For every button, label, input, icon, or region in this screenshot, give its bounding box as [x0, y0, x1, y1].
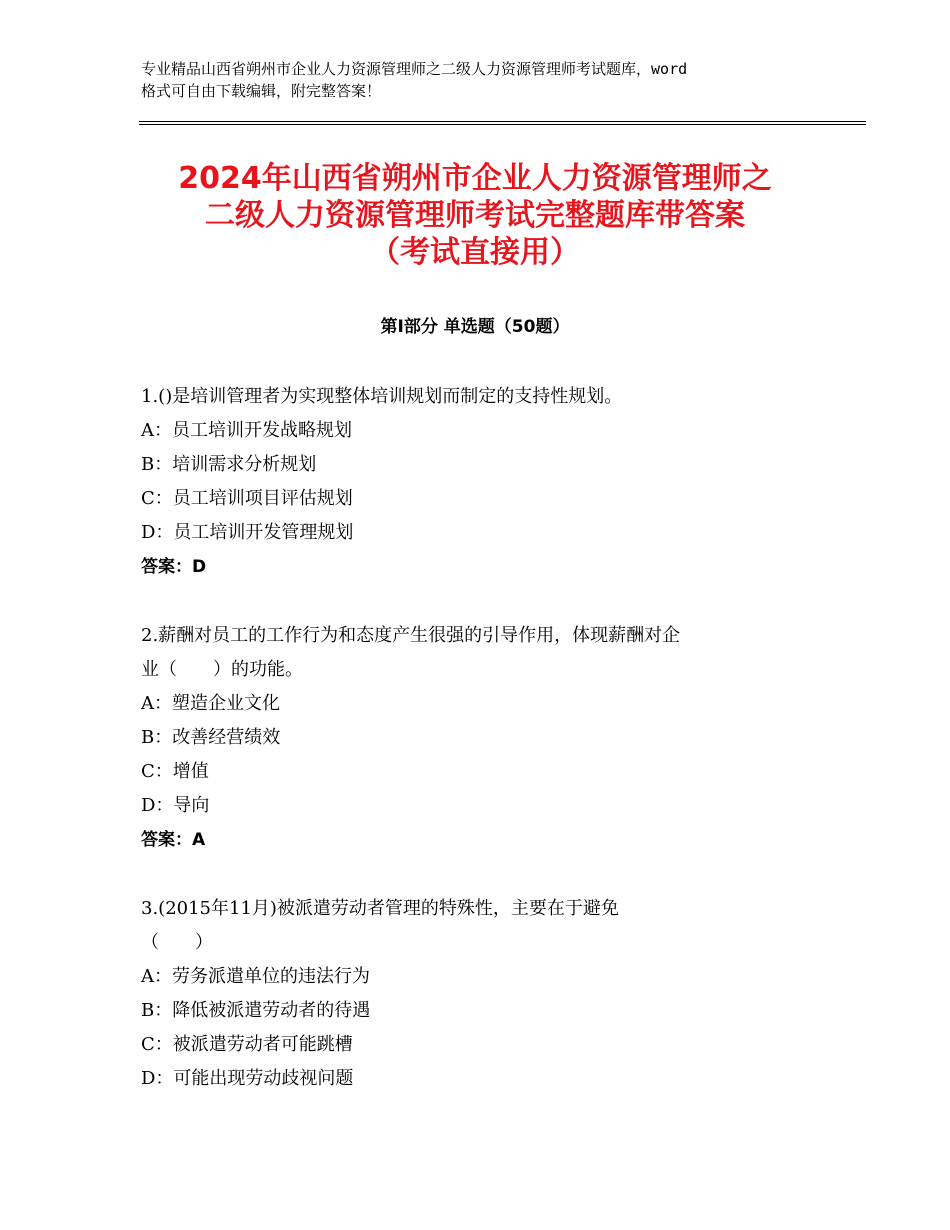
question-stem: 1.()是培训管理者为实现整体培训规划而制定的支持性规划。: [141, 386, 623, 407]
question-stem-continued: 业（ ）的功能。: [141, 659, 303, 680]
document-title: [120, 160, 830, 271]
document-title-line-1: 2024年山西省朔州市企业人力资源管理师之: [178, 161, 772, 196]
option-c: C：被派遣劳动者可能跳槽: [141, 1034, 353, 1055]
option-a: A：塑造企业文化: [141, 693, 280, 714]
answer: 答案：D: [141, 557, 207, 577]
question-stem: 2.薪酬对员工的工作行为和态度产生很强的引导作用，体现薪酬对企: [141, 625, 681, 646]
question-stem-continued: （ ）: [141, 932, 213, 953]
option-b: B：培训需求分析规划: [141, 454, 317, 475]
option-b: B：降低被派遣劳动者的待遇: [141, 1000, 371, 1021]
option-d: D：员工培训开发管理规划: [141, 522, 354, 543]
option-c: C：增值: [141, 761, 209, 782]
option-c: C：员工培训项目评估规划: [141, 488, 353, 509]
option-a: A：员工培训开发战略规划: [141, 420, 352, 441]
question-1: [141, 380, 821, 584]
answer: 答案：A: [141, 830, 206, 850]
header-note-line-2: 格式可自由下载编辑，附完整答案！: [141, 82, 382, 100]
question-3: [141, 892, 821, 1096]
question-stem: 3.(2015年11月)被派遣劳动者管理的特殊性，主要在于避免: [141, 898, 619, 919]
option-a: A：劳务派遣单位的违法行为: [141, 966, 370, 987]
header-note: [141, 58, 831, 102]
question-2: [141, 619, 821, 857]
header-note-line-1: 专业精品山西省朔州市企业人力资源管理师之二级人力资源管理师考试题库，word: [141, 60, 688, 78]
option-d: D：导向: [141, 795, 210, 816]
option-d: D：可能出现劳动歧视问题: [141, 1068, 354, 1089]
header-divider: [139, 121, 866, 125]
document-title-line-2: 二级人力资源管理师考试完整题库带答案: [205, 198, 745, 233]
document-title-line-3: （考试直接用）: [370, 235, 580, 270]
option-b: B：改善经营绩效: [141, 727, 281, 748]
section-title: 第Ⅰ部分 单选题（50题）: [380, 317, 570, 337]
